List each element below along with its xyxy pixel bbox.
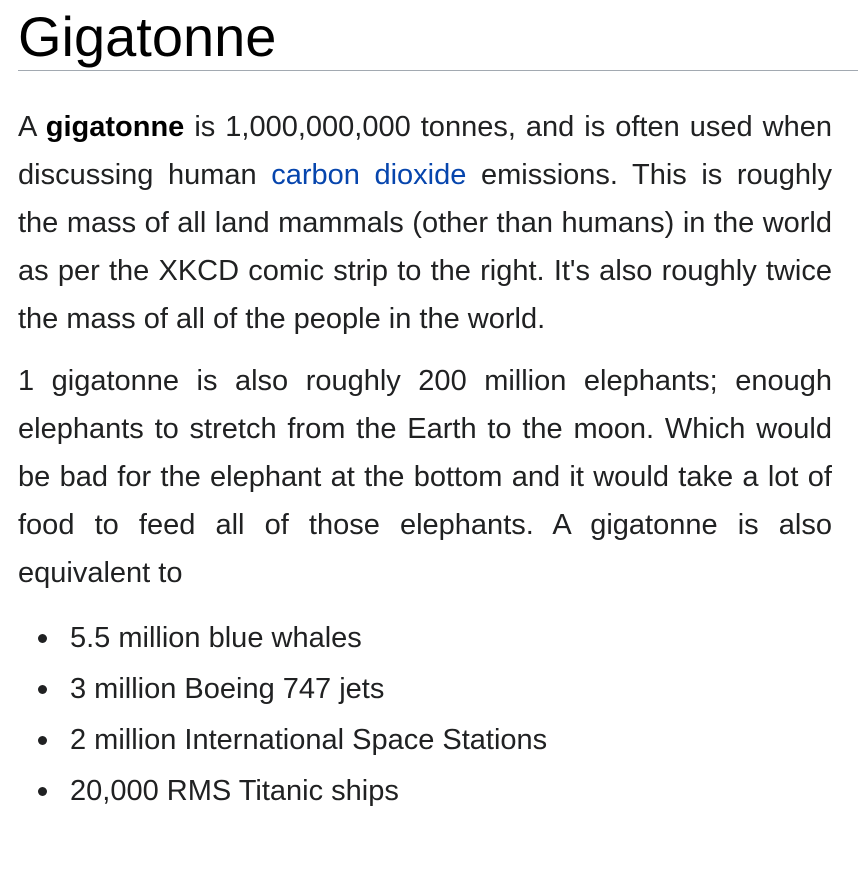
intro-paragraph <box>18 103 832 343</box>
list-item-text: 3 million Boeing 747 jets <box>70 673 385 705</box>
bullet-icon <box>38 634 47 643</box>
page-title: Gigatonne <box>18 0 858 71</box>
equivalents-list <box>18 613 832 817</box>
list-item <box>18 715 832 766</box>
list-item <box>18 766 832 817</box>
elephants-paragraph: 1 gigatonne is also roughly 200 million elephants; enough elephants to stretch from the Earth to the moon. Which would be bad for the elephant at the bottom and it would take a lot of food to feed all of those elephants. A gigatonne is also equivalent to <box>18 365 832 589</box>
list-item-text: 5.5 million blue whales <box>70 622 362 654</box>
intro-text-end: emissions. This is roughly the mass of all land mammals (other than humans) in the world as per the XKCD comic strip to the right. It's also roughly twice the mass of all of the people in the world. <box>18 159 832 335</box>
intro-text-middle: is 1,000,000,000 tonnes, and is often used when discussing human <box>18 111 832 191</box>
carbon-dioxide-link[interactable]: carbon dioxide <box>271 159 467 191</box>
bullet-icon <box>38 685 47 694</box>
intro-text-start: A <box>18 111 46 143</box>
list-item <box>18 613 832 664</box>
bullet-icon <box>38 736 47 745</box>
term-bold: gigatonne <box>45 111 185 143</box>
bullet-icon <box>38 787 47 796</box>
list-item-text: 2 million International Space Stations <box>70 724 548 756</box>
list-item-text: 20,000 RMS Titanic ships <box>70 775 399 807</box>
list-item <box>18 664 832 715</box>
